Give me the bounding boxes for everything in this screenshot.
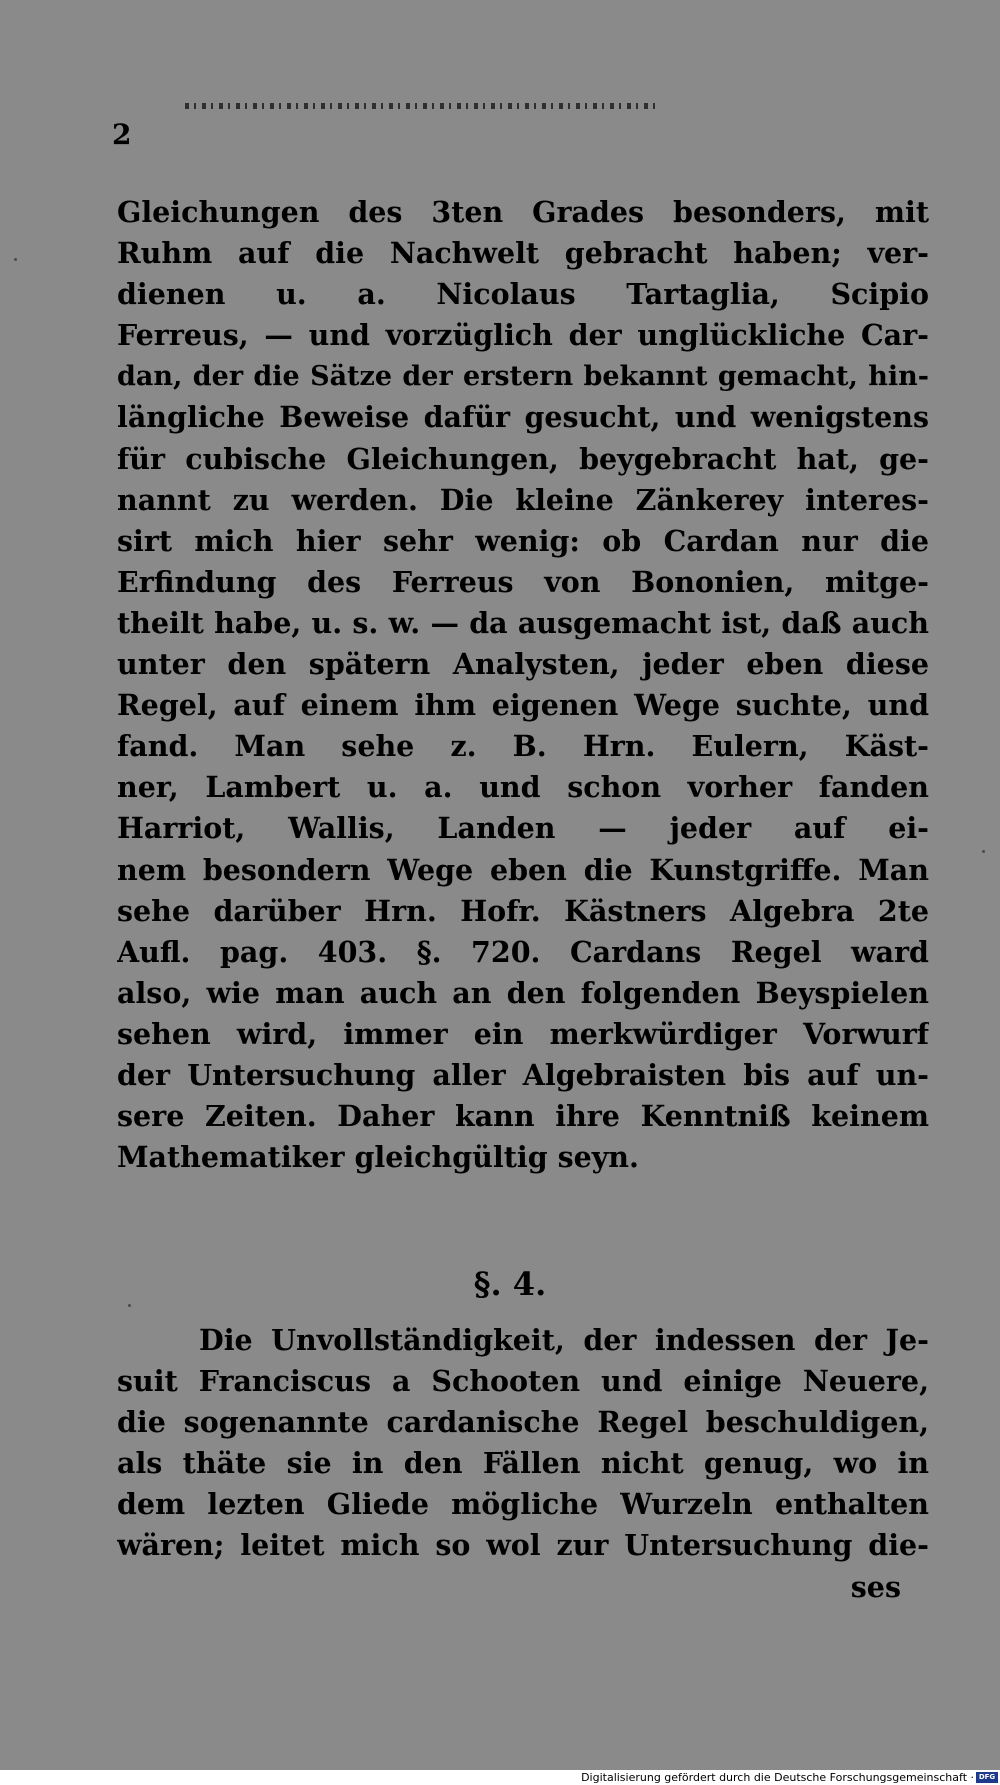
- text-line: Ruhm auf die Nachwelt gebracht haben; ver-: [117, 236, 929, 271]
- text-line: Regel, auf einem ihm eigenen Wege suchte, und: [117, 688, 929, 723]
- text-line: dan, der die Sätze der erstern bekannt gemacht, hin-: [117, 361, 929, 393]
- dfg-logo: DFG: [976, 1772, 998, 1783]
- text-line: sehe darüber Hrn. Hofr. Kästners Algebra 2te: [117, 893, 929, 928]
- text-line: also, wie man auch an den folgenden Beyspielen: [117, 975, 929, 1010]
- text-line: Ferreus, — und vorzüglich der unglückliche Car-: [117, 318, 929, 353]
- text-line: sehen wird, immer ein merkwürdiger Vorwurf: [117, 1016, 929, 1051]
- text-line: der Untersuchung aller Algebraisten bis auf un-: [117, 1057, 929, 1092]
- page-number: 2: [112, 118, 132, 151]
- scan-speck: [14, 258, 17, 261]
- text-line: unter den spätern Analysten, jeder eben diese: [117, 647, 929, 682]
- text-line: dienen u. a. Nicolaus Tartaglia, Scipio: [117, 277, 929, 312]
- text-line: fand. Man sehe z. B. Hrn. Eulern, Käst-: [117, 729, 929, 764]
- text-line: als thäte sie in den Fällen nicht genug, wo in: [117, 1446, 929, 1481]
- text-line: Mathematiker gleichgültig seyn.: [117, 1140, 639, 1175]
- text-line: Gleichungen des 3ten Grades besonders, mit: [117, 195, 929, 229]
- paragraph-1: [117, 192, 929, 1178]
- text-line: Harriot, Wallis, Landen — jeder auf ei-: [117, 811, 929, 846]
- text-line: Erfindung des Ferreus von Bononien, mitge-: [117, 564, 929, 599]
- catchword: ses: [850, 1569, 901, 1604]
- text-line: die sogenannte cardanische Regel beschuldigen,: [117, 1405, 929, 1440]
- text-line: wären; leitet mich so wol zur Untersuchung die-: [117, 1528, 929, 1563]
- scan-speck: [128, 1304, 131, 1307]
- text-line: suit Franciscus a Schooten und einige Neuere,: [117, 1364, 929, 1399]
- footer-credit: Digitalisierung gefördert durch die Deutsche Forschungsgemeinschaft ·: [581, 1771, 974, 1784]
- footer-bar: [0, 1770, 1000, 1785]
- text-line: sere Zeiten. Daher kann ihre Kenntniß keinem: [117, 1099, 929, 1134]
- text-line: Die Unvollständigkeit, der indessen der Je-: [199, 1323, 929, 1357]
- text-line: sirt mich hier sehr wenig: ob Cardan nur die: [117, 523, 929, 558]
- text-line: ner, Lambert u. a. und schon vorher fanden: [117, 770, 929, 805]
- section-heading: §. 4.: [473, 1265, 547, 1303]
- header-rule: [185, 103, 655, 109]
- text-line: nem besondern Wege eben die Kunstgriffe. Man: [117, 852, 929, 887]
- text-line: für cubische Gleichungen, beygebracht hat, ge-: [117, 441, 929, 476]
- text-line: Aufl. pag. 403. §. 720. Cardans Regel ward: [117, 934, 929, 969]
- text-line: dem lezten Gliede mögliche Wurzeln enthalten: [117, 1487, 929, 1522]
- paragraph-2: [117, 1320, 929, 1608]
- text-line: nannt zu werden. Die kleine Zänkerey interes-: [117, 482, 929, 517]
- text-line: längliche Beweise dafür gesucht, und wenigstens: [117, 400, 929, 435]
- scan-speck: [982, 850, 985, 853]
- text-line: theilt habe, u. s. w. — da ausgemacht ist, daß auch: [117, 605, 929, 640]
